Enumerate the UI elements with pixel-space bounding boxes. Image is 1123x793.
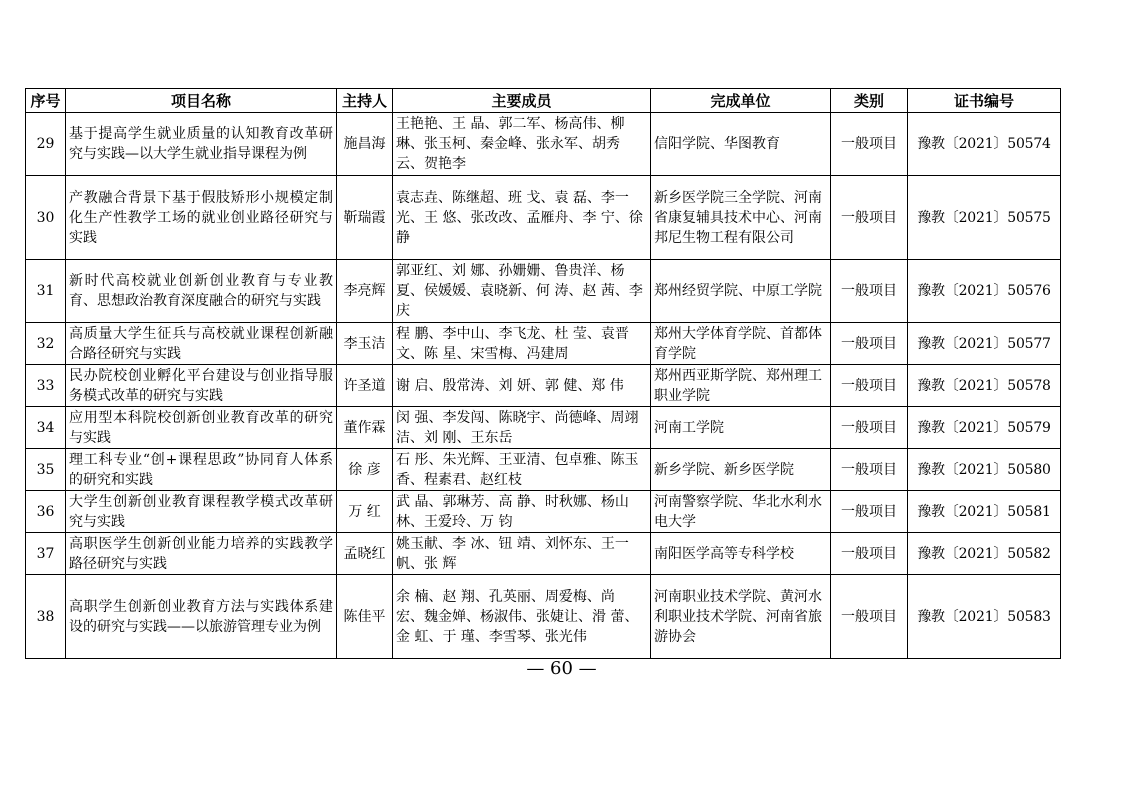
- unit: 新乡医学院三全学院、河南省康复辅具技术中心、河南邦尼生物工程有限公司: [651, 176, 831, 260]
- host-name: 孟晓红: [337, 533, 393, 575]
- header-no: 序号: [26, 89, 66, 113]
- table-row: [26, 533, 1061, 575]
- table-row: [26, 365, 1061, 407]
- header-host: 主持人: [337, 89, 393, 113]
- project-name: 应用型本科院校创新创业教育改革的研究与实践: [66, 407, 337, 449]
- unit: 信阳学院、华图教育: [651, 113, 831, 176]
- host-name: 李玉洁: [337, 323, 393, 365]
- cert-number: 豫教〔2021〕50574: [908, 113, 1061, 176]
- host-name: 靳瑞霞: [337, 176, 393, 260]
- host-name: 徐 彦: [337, 449, 393, 491]
- members: 郭亚红、刘 娜、孙姗姗、鲁贵洋、杨 夏、侯媛媛、袁晓新、何 涛、赵 茜、李 庆: [393, 260, 651, 323]
- host-name: 李亮辉: [337, 260, 393, 323]
- category: 一般项目: [831, 491, 908, 533]
- host-name: 万 红: [337, 491, 393, 533]
- table-row: [26, 407, 1061, 449]
- category: 一般项目: [831, 113, 908, 176]
- table-header-row: [26, 89, 1061, 113]
- project-name: 产教融合背景下基于假肢矫形小规模定制化生产性教学工场的就业创业路径研究与实践: [66, 176, 337, 260]
- row-no: 38: [26, 575, 66, 659]
- unit: 郑州经贸学院、中原工学院: [651, 260, 831, 323]
- table-row: [26, 176, 1061, 260]
- project-name: 高质量大学生征兵与高校就业课程创新融合路径研究与实践: [66, 323, 337, 365]
- table-row: [26, 113, 1061, 176]
- category: 一般项目: [831, 176, 908, 260]
- members: 王艳艳、王 晶、郭二军、杨高伟、柳 琳、张玉柯、秦金峰、张永军、胡秀云、贺艳李: [393, 113, 651, 176]
- members: 谢 启、殷常涛、刘 妍、郭 健、郑 伟: [393, 365, 651, 407]
- cert-number: 豫教〔2021〕50576: [908, 260, 1061, 323]
- row-no: 37: [26, 533, 66, 575]
- category: 一般项目: [831, 533, 908, 575]
- project-name: 大学生创新创业教育课程教学模式改革研究与实践: [66, 491, 337, 533]
- unit: 河南工学院: [651, 407, 831, 449]
- host-name: 施昌海: [337, 113, 393, 176]
- category: 一般项目: [831, 407, 908, 449]
- category: 一般项目: [831, 323, 908, 365]
- unit: 南阳医学高等专科学校: [651, 533, 831, 575]
- header-category: 类别: [831, 89, 908, 113]
- header-project-name: 项目名称: [66, 89, 337, 113]
- members: 石 彤、朱光辉、王亚清、包卓雅、陈玉香、程素君、赵红枝: [393, 449, 651, 491]
- row-no: 33: [26, 365, 66, 407]
- members: 姚玉献、李 冰、钮 靖、刘怀东、王一帆、张 辉: [393, 533, 651, 575]
- row-no: 34: [26, 407, 66, 449]
- cert-number: 豫教〔2021〕50582: [908, 533, 1061, 575]
- project-name: 新时代高校就业创新创业教育与专业教育、思想政治教育深度融合的研究与实践: [66, 260, 337, 323]
- members: 武 晶、郭琳芳、高 静、时秋娜、杨山林、王爱玲、万 钧: [393, 491, 651, 533]
- project-name: 基于提高学生就业质量的认知教育改革研究与实践—以大学生就业指导课程为例: [66, 113, 337, 176]
- host-name: 许圣道: [337, 365, 393, 407]
- table-row: [26, 491, 1061, 533]
- members: 程 鹏、李中山、李飞龙、杜 莹、袁晋文、陈 星、宋雪梅、冯建周: [393, 323, 651, 365]
- unit: 郑州大学体育学院、首都体育学院: [651, 323, 831, 365]
- cert-number: 豫教〔2021〕50580: [908, 449, 1061, 491]
- cert-number: 豫教〔2021〕50577: [908, 323, 1061, 365]
- header-unit: 完成单位: [651, 89, 831, 113]
- page-number: — 60 —: [526, 658, 597, 679]
- project-name: 高职学生创新创业教育方法与实践体系建设的研究与实践——以旅游管理专业为例: [66, 575, 337, 659]
- cert-number: 豫教〔2021〕50578: [908, 365, 1061, 407]
- category: 一般项目: [831, 449, 908, 491]
- project-name: 民办院校创业孵化平台建设与创业指导服务模式改革的研究与实践: [66, 365, 337, 407]
- unit: 河南职业技术学院、黄河水利职业技术学院、河南省旅游协会: [651, 575, 831, 659]
- row-no: 36: [26, 491, 66, 533]
- members: 余 楠、赵 翔、孔英丽、周爱梅、尚 宏、魏金婵、杨淑伟、张婕让、滑 蕾、金 虹、于 瑾、李雪琴、张光伟: [393, 575, 651, 659]
- table-row: [26, 323, 1061, 365]
- row-no: 31: [26, 260, 66, 323]
- project-name: 理工科专业“创+课程思政”协同育人体系的研究和实践: [66, 449, 337, 491]
- project-table: [25, 88, 1061, 659]
- cert-number: 豫教〔2021〕50579: [908, 407, 1061, 449]
- host-name: 董作霖: [337, 407, 393, 449]
- row-no: 35: [26, 449, 66, 491]
- unit: 河南警察学院、华北水利水电大学: [651, 491, 831, 533]
- table-row: [26, 449, 1061, 491]
- members: 闵 强、李发闯、陈晓宇、尚德峰、周翊洁、刘 刚、王东岳: [393, 407, 651, 449]
- unit: 郑州西亚斯学院、郑州理工职业学院: [651, 365, 831, 407]
- members: 袁志垚、陈继超、班 戈、袁 磊、李一光、王 悠、张改改、孟雁舟、李 宁、徐 静: [393, 176, 651, 260]
- cert-number: 豫教〔2021〕50583: [908, 575, 1061, 659]
- row-no: 30: [26, 176, 66, 260]
- category: 一般项目: [831, 575, 908, 659]
- cert-number: 豫教〔2021〕50581: [908, 491, 1061, 533]
- table-row: [26, 260, 1061, 323]
- project-name: 高职医学生创新创业能力培养的实践教学路径研究与实践: [66, 533, 337, 575]
- cert-number: 豫教〔2021〕50575: [908, 176, 1061, 260]
- row-no: 32: [26, 323, 66, 365]
- category: 一般项目: [831, 260, 908, 323]
- unit: 新乡学院、新乡医学院: [651, 449, 831, 491]
- category: 一般项目: [831, 365, 908, 407]
- host-name: 陈佳平: [337, 575, 393, 659]
- header-cert: 证书编号: [908, 89, 1061, 113]
- table-row: [26, 575, 1061, 659]
- header-members: 主要成员: [393, 89, 651, 113]
- row-no: 29: [26, 113, 66, 176]
